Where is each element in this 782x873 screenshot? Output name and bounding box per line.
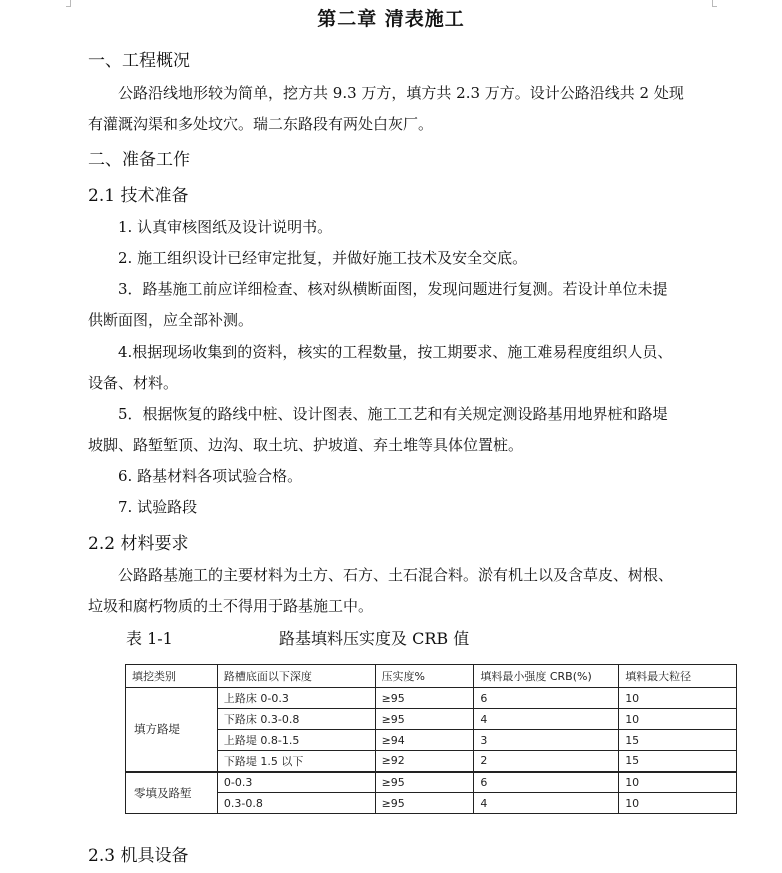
table-header-cell: 填料最小强度 CRB(%) bbox=[474, 665, 619, 688]
list-item-3-line-1: 3．路基施工前应详细检查、核对纵横断面图，发现问题进行复测。若设计单位未提 bbox=[118, 280, 668, 298]
materials-paragraph-line-1: 公路路基施工的主要材料为土方、石方、土石混合料。淤有机土以及含草皮、树根、 bbox=[118, 566, 674, 584]
table-cell: 0.3-0.8 bbox=[217, 793, 375, 814]
table-cell: 10 bbox=[619, 688, 737, 709]
table-cell: 4 bbox=[474, 709, 619, 730]
table-caption-title: 路基填料压实度及 CRB 值 bbox=[279, 629, 470, 648]
table-cell: 0-0.3 bbox=[217, 772, 375, 793]
table-cell: 15 bbox=[619, 730, 737, 751]
table-cell: 2 bbox=[474, 751, 619, 772]
table-cell: ≥92 bbox=[375, 751, 474, 772]
table-header-cell: 路槽底面以下深度 bbox=[217, 665, 375, 688]
list-item-5-line-1: 5．根据恢复的路线中桩、设计图表、施工工艺和有关规定测设路基用地界桩和路堤 bbox=[118, 405, 668, 423]
list-item-7: 7. 试验路段 bbox=[118, 498, 198, 516]
table-cell: ≥95 bbox=[375, 772, 474, 793]
table-cell: 15 bbox=[619, 751, 737, 772]
table-cell: 上路堤 0.8-1.5 bbox=[217, 730, 375, 751]
list-item-3-line-2: 供断面图，应全部补测。 bbox=[88, 311, 254, 329]
table-row bbox=[126, 730, 737, 751]
section-heading-preparation: 二、准备工作 bbox=[88, 150, 190, 170]
list-item-1: 1. 认真审核图纸及设计说明书。 bbox=[118, 218, 333, 236]
table-row bbox=[126, 793, 737, 814]
table-header-cell: 填料最大粒径 bbox=[619, 665, 737, 688]
table-cell: ≥94 bbox=[375, 730, 474, 751]
list-item-6: 6. 路基材料各项试验合格。 bbox=[118, 467, 303, 485]
table-cell: 10 bbox=[619, 709, 737, 730]
table-cell: 上路床 0-0.3 bbox=[217, 688, 375, 709]
table-row bbox=[126, 688, 737, 709]
section-heading-overview: 一、工程概况 bbox=[88, 51, 190, 71]
overview-paragraph-line-1: 公路沿线地形较为简单，挖方共 9.3 万方，填方共 2.3 万方。设计公路沿线共 2 处现 bbox=[118, 84, 684, 102]
list-item-4-line-2: 设备、材料。 bbox=[88, 374, 179, 392]
table-row bbox=[126, 709, 737, 730]
table-cell: 3 bbox=[474, 730, 619, 751]
table-cell: 10 bbox=[619, 772, 737, 793]
table-header-row bbox=[126, 665, 737, 688]
subsection-heading-technical: 2.1 技术准备 bbox=[88, 186, 189, 206]
table-cell: 10 bbox=[619, 793, 737, 814]
overview-paragraph-line-2: 有灌溉沟渠和多处坟穴。瑞二东路段有两处白灰厂。 bbox=[88, 115, 434, 133]
materials-paragraph-line-2: 垃圾和腐朽物质的土不得用于路基施工中。 bbox=[88, 597, 374, 615]
table-row bbox=[126, 751, 737, 772]
subsection-heading-equipment: 2.3 机具设备 bbox=[88, 846, 189, 866]
table-cell: ≥95 bbox=[375, 688, 474, 709]
table-row bbox=[126, 772, 737, 793]
table-header-cell: 压实度% bbox=[375, 665, 474, 688]
table-cell: 6 bbox=[474, 772, 619, 793]
list-item-2: 2. 施工组织设计已经审定批复，并做好施工技术及安全交底。 bbox=[118, 249, 528, 267]
table-cell: ≥95 bbox=[375, 709, 474, 730]
table-group-cell: 填方路堤 bbox=[126, 688, 218, 772]
subsection-heading-materials: 2.2 材料要求 bbox=[88, 534, 189, 554]
table-cell: 下路堤 1.5 以下 bbox=[217, 751, 375, 772]
table-cell: 下路床 0.3-0.8 bbox=[217, 709, 375, 730]
table-group-cell: 零填及路堑 bbox=[126, 772, 218, 814]
table-cell: 6 bbox=[474, 688, 619, 709]
chapter-title: 第二章 清表施工 bbox=[317, 8, 465, 30]
fill-compaction-table bbox=[125, 664, 737, 814]
table-cell: ≥95 bbox=[375, 793, 474, 814]
list-item-4-line-1: 4.根据现场收集到的资料，核实的工程数量，按工期要求、施工难易程度组织人员、 bbox=[118, 343, 673, 361]
table-cell: 4 bbox=[474, 793, 619, 814]
table-caption-id: 表 1-1 bbox=[126, 629, 173, 648]
list-item-5-line-2: 坡脚、路堑堑顶、边沟、取土坑、护坡道、弃土堆等具体位置桩。 bbox=[88, 436, 524, 454]
table-header-cell: 填挖类别 bbox=[126, 665, 218, 688]
